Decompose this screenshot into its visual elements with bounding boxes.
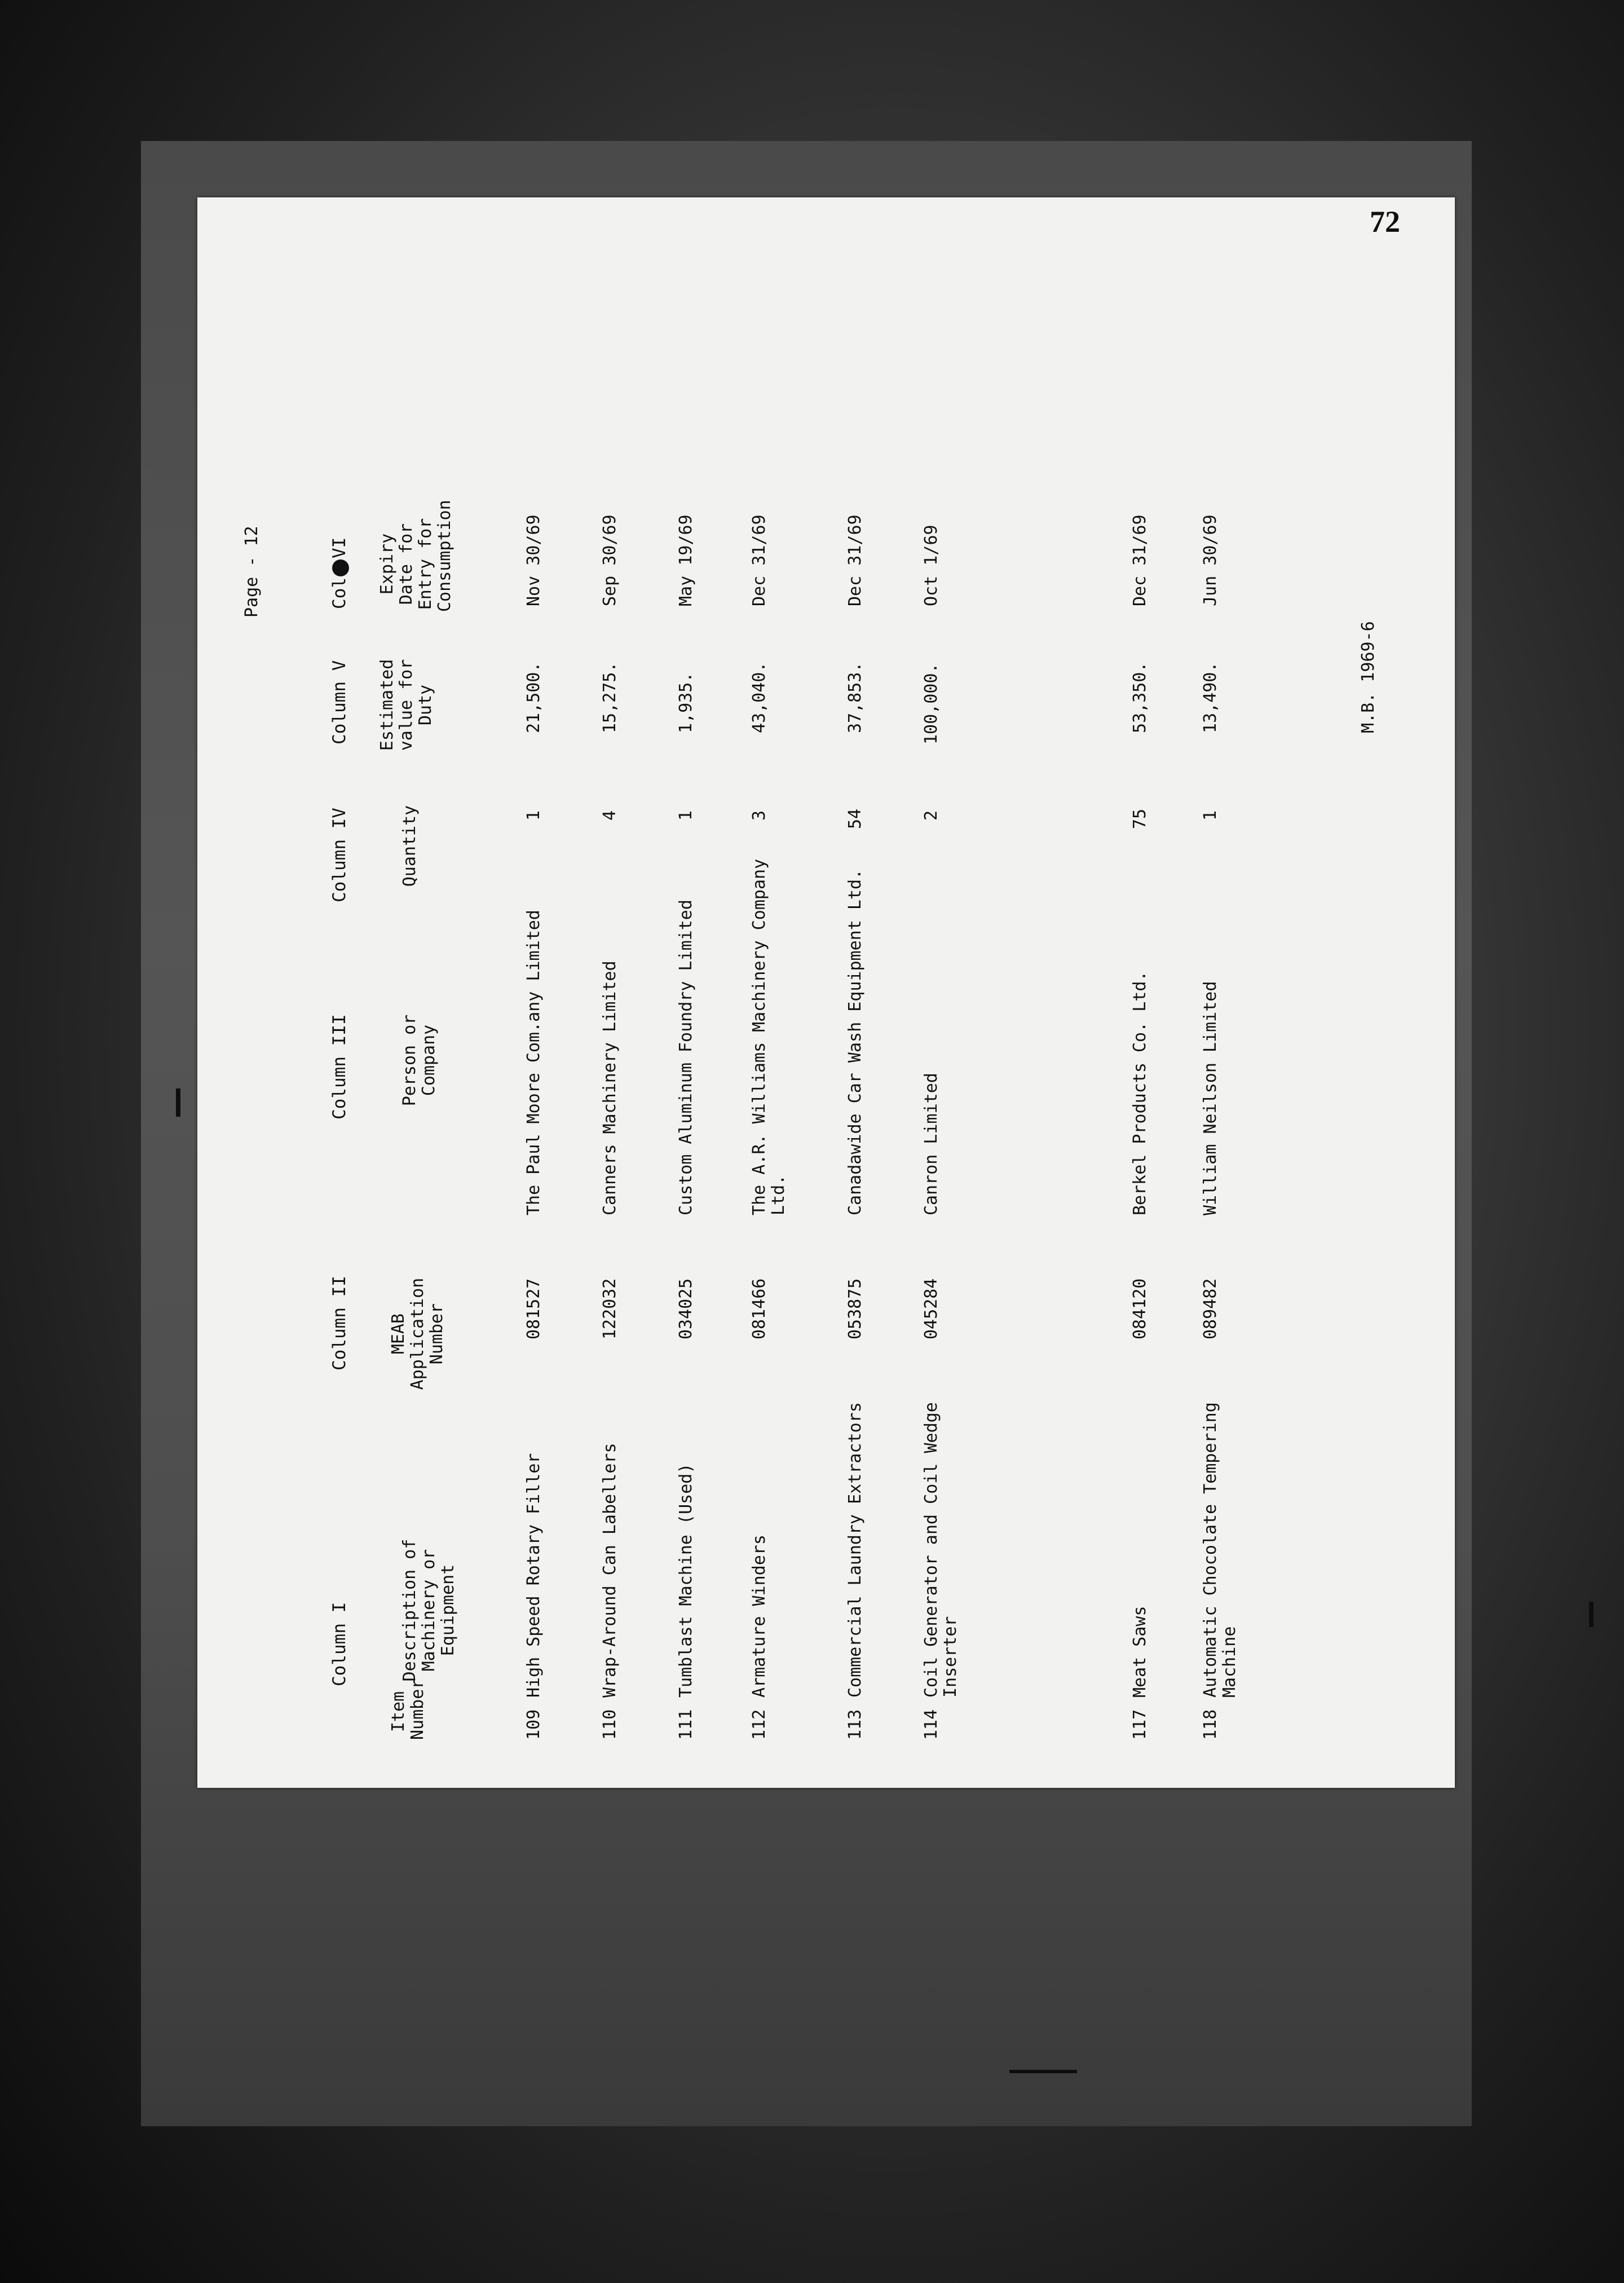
item-number: 117	[1130, 1709, 1150, 1740]
equipment-description: Wrap-Around Can Labellers	[600, 1443, 620, 1698]
column-ii-title: Column II	[329, 1276, 350, 1370]
equipment-description: Coil Generator and Coil Wedge Inserter	[921, 1402, 960, 1698]
item-number-header: Item Number	[389, 1678, 427, 1740]
estimated-value: 53,350.	[1130, 662, 1150, 733]
company-name: Custom Aluminum Foundry Limited	[676, 900, 696, 1215]
company-name: William Neilson Limited	[1201, 981, 1220, 1215]
application-number: 034025	[676, 1278, 696, 1339]
quantity: 75	[1130, 808, 1150, 829]
estimated-value: 43,040.	[749, 662, 769, 733]
punch-hole-icon	[332, 559, 349, 576]
footer-reference: M.B. 1969-6	[1358, 621, 1378, 733]
expiry-date: Jun 30/69	[1201, 514, 1220, 606]
equipment-description: Meat Saws	[1130, 1606, 1150, 1698]
item-number: 111	[676, 1709, 696, 1740]
application-number: 089482	[1201, 1278, 1220, 1339]
company-name: The Paul Moore Com.any Limited	[524, 910, 544, 1215]
column-i-header: Description of Machinery or Equipment	[400, 1539, 458, 1682]
estimated-value: 100,000.	[921, 663, 941, 744]
estimated-value: 15,275.	[600, 662, 620, 733]
equipment-description: Tumblast Machine (Used)	[676, 1463, 696, 1698]
quantity: 2	[921, 810, 941, 821]
column-iv-title: Column IV	[329, 808, 350, 902]
item-number: 113	[845, 1709, 865, 1740]
company-name: Berkel Products Co. Ltd.	[1130, 971, 1150, 1215]
page-number: 72	[1370, 205, 1400, 239]
application-number: 122032	[600, 1278, 620, 1339]
quantity: 3	[749, 810, 769, 821]
company-name: The A.R. Williams Machinery Company Ltd.	[749, 858, 788, 1215]
item-number: 109	[524, 1709, 544, 1740]
item-number: 110	[600, 1709, 620, 1740]
quantity: 54	[845, 808, 865, 829]
application-number: 081527	[524, 1278, 544, 1339]
estimated-value: 13,490.	[1201, 662, 1220, 733]
column-v-header: Estimated value for Duty	[377, 659, 435, 751]
expiry-date: Dec 31/69	[845, 514, 865, 606]
expiry-date: May 19/69	[676, 514, 696, 606]
scan-mark	[1589, 1602, 1594, 1627]
column-iii-header: Person or Company	[400, 1014, 439, 1107]
quantity: 1	[1201, 810, 1220, 821]
scan-mark	[1009, 2070, 1077, 2073]
estimated-value: 1,935.	[676, 672, 696, 733]
item-number: 114	[921, 1709, 941, 1740]
column-v-title: Column V	[329, 660, 350, 744]
column-iv-header: Quantity	[400, 805, 420, 887]
column-vi-header: Expiry Date for Entry for Consumption	[377, 500, 454, 612]
quantity: 4	[600, 810, 620, 821]
expiry-date: Oct 1/69	[921, 525, 941, 606]
scan-mark	[176, 1088, 180, 1117]
column-iii-title: Column III	[329, 1014, 350, 1120]
company-name: Canadawide Car Wash Equipment Ltd.	[845, 869, 865, 1215]
equipment-description: Armature Winders	[749, 1535, 769, 1698]
expiry-date: Sep 30/69	[600, 514, 620, 606]
application-number: 053875	[845, 1278, 865, 1339]
estimated-value: 37,853.	[845, 662, 865, 733]
page-label: Page - 12	[242, 526, 262, 618]
expiry-date: Nov 30/69	[524, 514, 544, 606]
quantity: 1	[524, 810, 544, 821]
rotated-table	[197, 197, 1455, 1788]
expiry-date: Dec 31/69	[749, 514, 769, 606]
equipment-description: Automatic Chocolate Tempering Machine	[1201, 1402, 1239, 1698]
equipment-description: Commercial Laundry Extractors	[845, 1402, 865, 1698]
column-vi-title-a: Col	[329, 578, 350, 609]
application-number: 084120	[1130, 1278, 1150, 1339]
item-number: 112	[749, 1709, 769, 1740]
company-name: Canron Limited	[921, 1073, 941, 1215]
quantity: 1	[676, 810, 696, 821]
company-name: Canners Machinery Limited	[600, 960, 620, 1215]
document-page	[197, 197, 1455, 1788]
expiry-date: Dec 31/69	[1130, 514, 1150, 606]
column-vi-title	[330, 537, 349, 609]
equipment-description: High Speed Rotary Filler	[524, 1453, 544, 1698]
column-i-title: Column I	[329, 1602, 350, 1686]
application-number: 045284	[921, 1278, 941, 1339]
column-vi-title-b: VI	[329, 537, 350, 558]
item-number: 118	[1201, 1709, 1220, 1740]
estimated-value: 21,500.	[524, 662, 544, 733]
application-number: 081466	[749, 1278, 769, 1339]
column-ii-header: MEAB Application Number	[389, 1277, 447, 1390]
